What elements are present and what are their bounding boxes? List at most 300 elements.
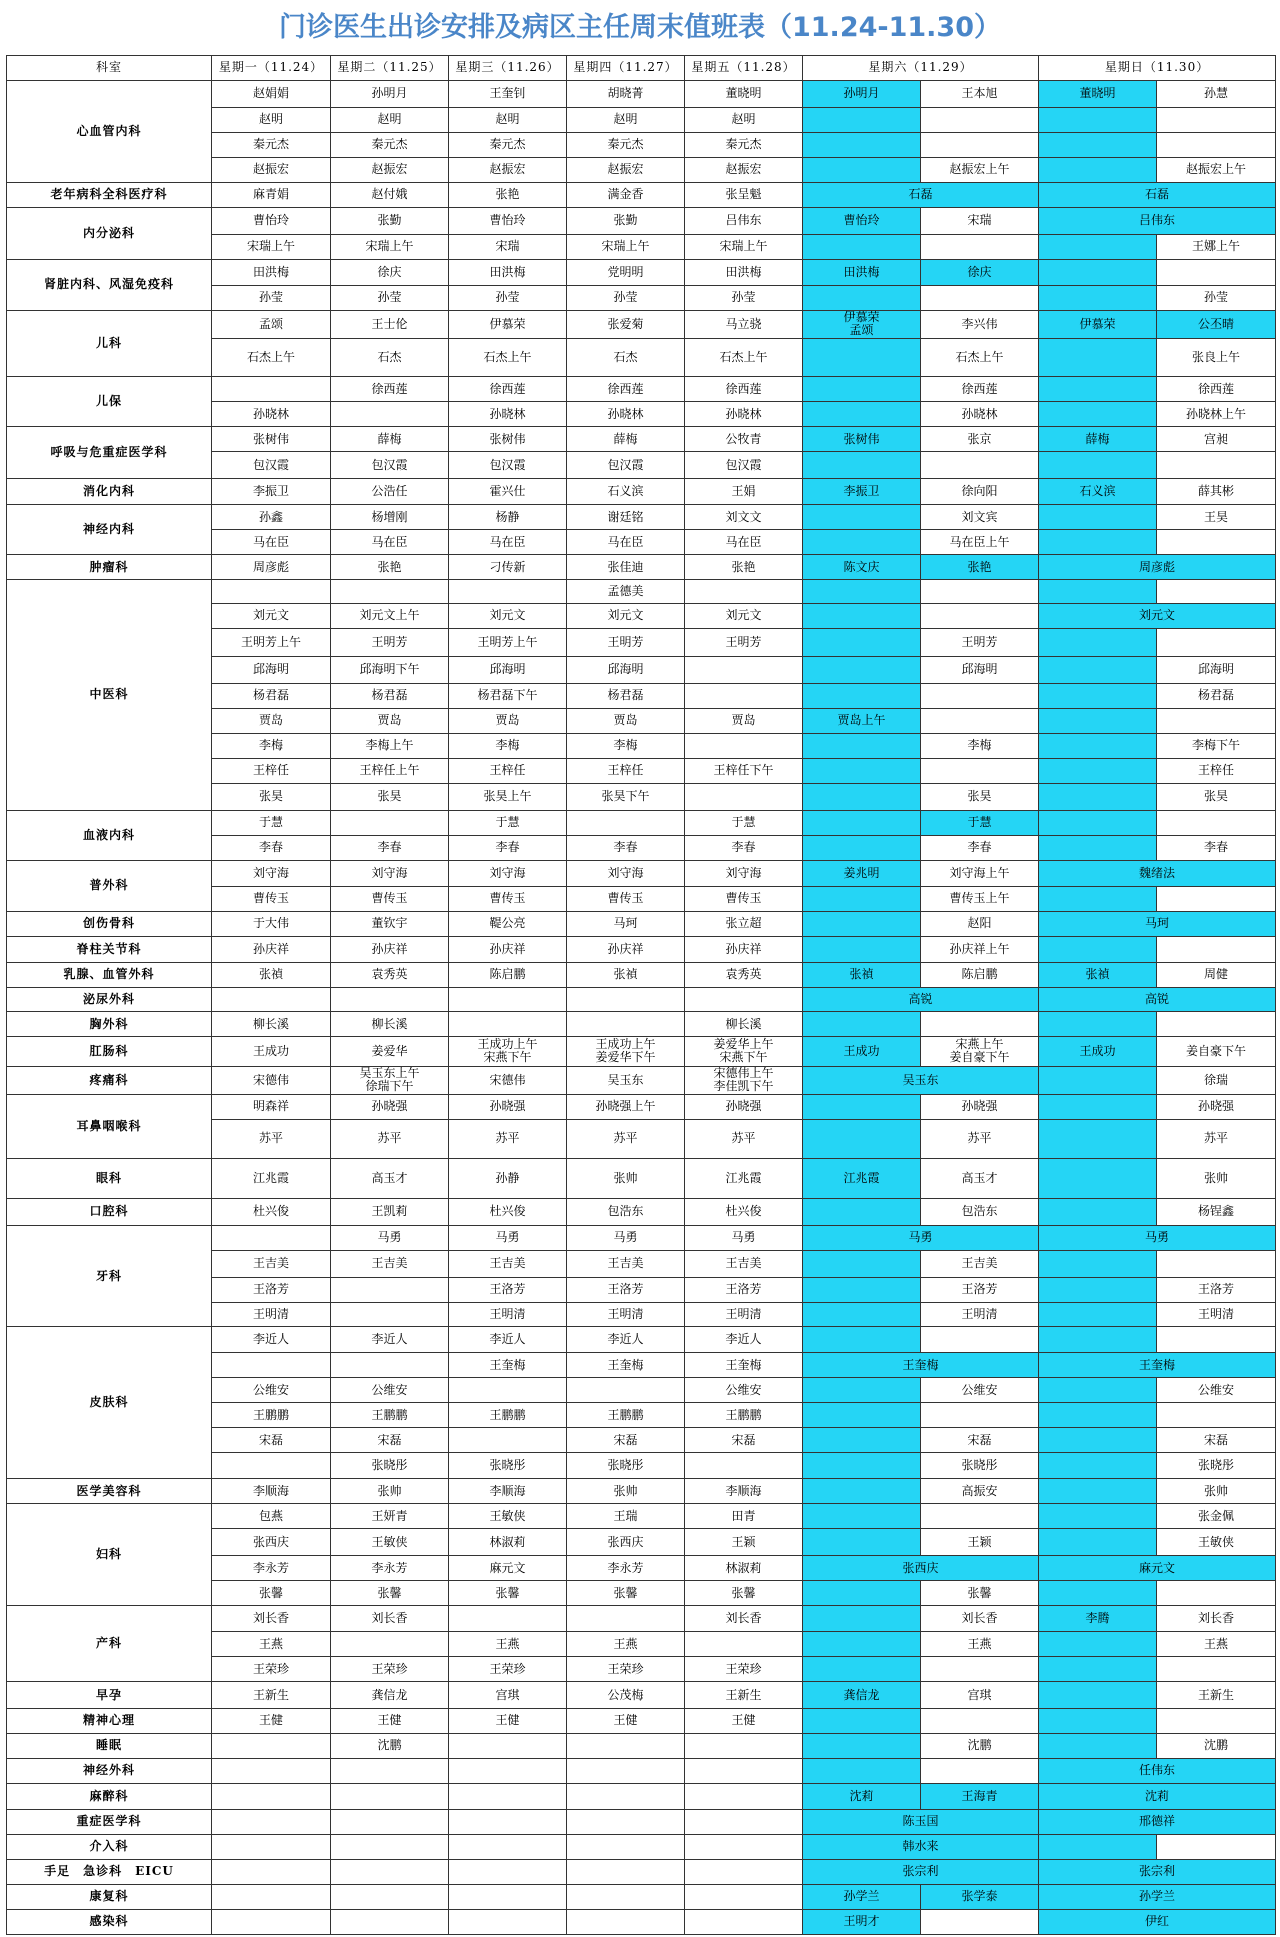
doctor-cell: 曹传玉 (567, 886, 685, 911)
doctor-cell: 马在臣 (331, 530, 449, 555)
doctor-cell (1157, 107, 1276, 132)
doctor-cell: 张昊 (1157, 783, 1276, 810)
table-row (7, 1709, 1276, 1734)
table-row (7, 505, 1276, 530)
doctor-cell (331, 1632, 449, 1657)
doctor-cell (449, 1012, 567, 1037)
doctor-cell (331, 987, 449, 1012)
doctor-cell: 杨君磊 (1157, 683, 1276, 708)
doctor-cell (921, 708, 1039, 733)
doctor-cell: 宫昶 (1157, 427, 1276, 452)
doctor-cell: 李近人 (567, 1327, 685, 1353)
table-row (7, 860, 1276, 886)
weekend-duty-cell (1039, 1403, 1157, 1428)
doctor-cell: 江兆霞 (212, 1159, 331, 1199)
doctor-cell: 宋磊 (331, 1428, 449, 1453)
doctor-cell (921, 132, 1039, 157)
doctor-cell: 徐西莲 (331, 377, 449, 402)
doctor-cell: 孙晓林 (449, 402, 567, 427)
doctor-cell: 张馨 (921, 1581, 1039, 1606)
weekend-duty-cell (1039, 1250, 1157, 1277)
doctor-cell: 王洛芳 (449, 1277, 567, 1302)
doctor-cell: 王奎钊 (449, 80, 567, 107)
weekend-duty-cell (803, 1250, 921, 1277)
department-cell: 中医科 (7, 579, 212, 810)
doctor-cell: 王鹏鹏 (212, 1403, 331, 1428)
weekend-duty-cell: 石磊 (803, 182, 1039, 207)
doctor-cell: 孙晓林 (921, 402, 1039, 427)
doctor-cell (212, 1884, 331, 1909)
doctor-cell: 王明清 (1157, 1302, 1276, 1327)
weekend-duty-cell (803, 530, 921, 555)
doctor-cell: 宋瑞 (449, 234, 567, 259)
doctor-cell: 张帅 (331, 1479, 449, 1504)
doctor-cell: 张昊下午 (567, 783, 685, 810)
doctor-cell: 胡晓菁 (567, 80, 685, 107)
department-cell: 儿保 (7, 377, 212, 427)
doctor-cell: 李近人 (449, 1327, 567, 1353)
weekend-duty-cell (803, 1709, 921, 1734)
doctor-cell: 刘长香 (212, 1606, 331, 1632)
doctor-cell: 苏平 (921, 1119, 1039, 1159)
department-cell: 牙科 (7, 1225, 212, 1327)
doctor-cell: 柳长溪 (331, 1012, 449, 1037)
weekend-duty-cell: 任伟东 (1039, 1758, 1276, 1783)
weekend-duty-cell (803, 628, 921, 656)
doctor-cell: 王鹏鹏 (449, 1403, 567, 1428)
department-cell: 消化内科 (7, 479, 212, 505)
doctor-cell: 邱海明 (921, 656, 1039, 683)
doctor-cell: 张帅 (1157, 1479, 1276, 1504)
doctor-cell: 李春 (921, 835, 1039, 860)
doctor-cell: 宋磊 (1157, 1428, 1276, 1453)
doctor-cell (331, 1277, 449, 1302)
doctor-cell: 王梓任 (449, 758, 567, 783)
doctor-cell (921, 1327, 1039, 1353)
doctor-cell: 李梅 (212, 733, 331, 758)
doctor-cell: 杨锃鑫 (1157, 1198, 1276, 1225)
doctor-cell: 宋瑞 (921, 207, 1039, 234)
doctor-cell: 袁秀英 (685, 962, 803, 987)
doctor-cell (212, 377, 331, 402)
weekend-duty-cell: 周彦彪 (1039, 555, 1276, 580)
weekend-duty-cell: 孙学兰 (803, 1884, 921, 1909)
doctor-cell (212, 579, 331, 603)
doctor-cell: 张艳 (331, 555, 449, 580)
doctor-cell: 公维安 (685, 1378, 803, 1403)
table-row (7, 1733, 1276, 1758)
doctor-cell: 孙庆祥 (567, 936, 685, 962)
doctor-cell (449, 579, 567, 603)
doctor-cell (1157, 1834, 1276, 1859)
doctor-cell: 孙慧 (1157, 80, 1276, 107)
doctor-cell (685, 1783, 803, 1809)
doctor-cell: 王梓任 (1157, 758, 1276, 783)
doctor-cell: 孙静 (449, 1159, 567, 1199)
doctor-cell: 张晓彤 (449, 1453, 567, 1479)
doctor-cell: 孙莹 (449, 285, 567, 310)
doctor-cell: 徐西莲 (1157, 377, 1276, 402)
doctor-cell: 麻青娟 (212, 182, 331, 207)
doctor-cell: 赵振宏 (449, 157, 567, 182)
doctor-cell: 陈启鹏 (449, 962, 567, 987)
weekend-duty-cell (803, 402, 921, 427)
doctor-cell: 包汉霞 (685, 452, 803, 479)
doctor-cell: 秦元杰 (567, 132, 685, 157)
weekend-duty-cell: 陈文庆 (803, 555, 921, 580)
weekend-duty-cell (803, 285, 921, 310)
department-cell: 泌尿外科 (7, 987, 212, 1012)
doctor-cell: 姜自豪下午 (1157, 1037, 1276, 1066)
doctor-cell: 吴玉东 (567, 1066, 685, 1094)
doctor-cell: 赵振宏 (212, 157, 331, 182)
doctor-cell (685, 1733, 803, 1758)
doctor-cell (449, 1733, 567, 1758)
doctor-cell: 王鹏鹏 (685, 1403, 803, 1428)
doctor-cell: 苏平 (567, 1119, 685, 1159)
doctor-cell: 江兆霞 (685, 1159, 803, 1199)
doctor-cell: 刘元文上午 (331, 603, 449, 628)
table-row (7, 207, 1276, 234)
doctor-cell: 王洛芳 (567, 1277, 685, 1302)
weekend-duty-cell (803, 505, 921, 530)
doctor-cell: 孙晓强 (921, 1094, 1039, 1119)
department-cell: 麻醉科 (7, 1783, 212, 1809)
weekend-duty-cell (803, 656, 921, 683)
doctor-cell (449, 1606, 567, 1632)
doctor-cell: 王梓任下午 (685, 758, 803, 783)
doctor-cell: 王明清 (921, 1302, 1039, 1327)
weekend-duty-cell: 沈莉 (1039, 1783, 1276, 1809)
doctor-cell: 高玉才 (921, 1159, 1039, 1199)
weekend-duty-cell: 陈玉国 (803, 1809, 1039, 1834)
doctor-cell: 贾岛 (685, 708, 803, 733)
weekend-duty-cell (803, 1277, 921, 1302)
weekend-duty-cell (803, 377, 921, 402)
doctor-cell: 王燕 (921, 1632, 1039, 1657)
weekend-duty-cell (1039, 157, 1157, 182)
weekend-duty-cell (803, 1327, 921, 1353)
weekend-duty-cell (803, 683, 921, 708)
doctor-cell: 刘元文 (212, 603, 331, 628)
doctor-cell (1157, 259, 1276, 285)
weekend-duty-cell (1039, 628, 1157, 656)
doctor-cell: 张帅 (567, 1159, 685, 1199)
table-row (7, 987, 1276, 1012)
doctor-cell: 王鹏鹏 (567, 1403, 685, 1428)
doctor-cell (685, 1453, 803, 1479)
weekend-duty-cell (1039, 1479, 1157, 1504)
department-cell: 内分泌科 (7, 207, 212, 259)
weekend-duty-cell (803, 1119, 921, 1159)
doctor-cell: 曹传玉 (449, 886, 567, 911)
table-row (7, 1909, 1276, 1934)
doctor-cell: 张馨 (567, 1581, 685, 1606)
weekend-duty-cell (1039, 259, 1157, 285)
doctor-cell: 杨君磊 (212, 683, 331, 708)
doctor-cell: 公牧青 (685, 427, 803, 452)
doctor-cell: 杨君磊 (331, 683, 449, 708)
weekend-duty-cell: 李振卫 (803, 479, 921, 505)
doctor-cell (1157, 452, 1276, 479)
doctor-cell: 王荣珍 (449, 1657, 567, 1682)
doctor-cell: 杨君磊下午 (449, 683, 567, 708)
doctor-cell: 王吉美 (685, 1250, 803, 1277)
doctor-cell: 姜爱华 (331, 1037, 449, 1066)
doctor-cell (331, 1834, 449, 1859)
doctor-cell: 张树伟 (449, 427, 567, 452)
doctor-cell: 张呈魁 (685, 182, 803, 207)
doctor-cell: 王健 (449, 1709, 567, 1734)
department-cell: 介入科 (7, 1834, 212, 1859)
doctor-cell: 赵明 (212, 107, 331, 132)
doctor-cell: 公维安 (331, 1378, 449, 1403)
doctor-cell (567, 1834, 685, 1859)
doctor-cell: 孙晓强 (449, 1094, 567, 1119)
weekend-duty-cell: 高锐 (1039, 987, 1276, 1012)
doctor-cell: 王明芳 (685, 628, 803, 656)
weekend-duty-cell (803, 1302, 921, 1327)
doctor-cell: 王敏侠 (449, 1504, 567, 1529)
doctor-cell: 田洪梅 (449, 259, 567, 285)
doctor-cell: 董钦宇 (331, 911, 449, 936)
department-cell: 创伤骨科 (7, 911, 212, 936)
department-cell: 精神心理 (7, 1709, 212, 1734)
table-row (7, 1479, 1276, 1504)
doctor-cell: 赵付娥 (331, 182, 449, 207)
doctor-cell: 王成功上午 姜爱华下午 (567, 1037, 685, 1066)
doctor-cell: 麻元文 (449, 1556, 567, 1581)
doctor-cell: 李顺海 (449, 1479, 567, 1504)
doctor-cell: 李永芳 (331, 1556, 449, 1581)
weekend-duty-cell: 马勇 (1039, 1225, 1276, 1250)
doctor-cell: 王瑞 (567, 1504, 685, 1529)
doctor-cell: 沈鹏 (921, 1733, 1039, 1758)
department-cell: 手足 急诊科 EICU (7, 1859, 212, 1884)
weekend-duty-cell (1039, 1378, 1157, 1403)
weekend-duty-cell (1039, 1327, 1157, 1353)
doctor-cell: 赵振宏 (331, 157, 449, 182)
doctor-cell: 王明清 (449, 1302, 567, 1327)
doctor-cell (921, 285, 1039, 310)
doctor-cell: 李振卫 (212, 479, 331, 505)
weekend-duty-cell (1039, 1453, 1157, 1479)
doctor-cell: 高振安 (921, 1479, 1039, 1504)
weekend-duty-cell (1039, 1119, 1157, 1159)
doctor-cell: 杜兴俊 (449, 1198, 567, 1225)
weekend-duty-cell (803, 1453, 921, 1479)
doctor-cell: 李顺海 (212, 1479, 331, 1504)
doctor-cell (1157, 708, 1276, 733)
doctor-cell: 曹传玉 (685, 886, 803, 911)
doctor-cell: 张艳 (449, 182, 567, 207)
department-cell: 肿瘤科 (7, 555, 212, 580)
doctor-cell: 沈鹏 (1157, 1733, 1276, 1758)
doctor-cell: 王明清 (212, 1302, 331, 1327)
doctor-cell (1157, 886, 1276, 911)
doctor-cell: 张昊 (331, 783, 449, 810)
doctor-cell (449, 1783, 567, 1809)
doctor-cell: 宋瑞上午 (567, 234, 685, 259)
doctor-cell: 秦元杰 (331, 132, 449, 157)
doctor-cell (331, 1353, 449, 1378)
doctor-cell (449, 1809, 567, 1834)
weekend-duty-cell (803, 234, 921, 259)
doctor-cell: 张晓彤 (1157, 1453, 1276, 1479)
doctor-cell: 赵明 (567, 107, 685, 132)
doctor-cell: 王娟 (685, 479, 803, 505)
doctor-cell: 徐西莲 (449, 377, 567, 402)
doctor-cell: 石杰上午 (685, 338, 803, 376)
department-cell: 皮肤科 (7, 1327, 212, 1479)
doctor-cell: 王本旭 (921, 80, 1039, 107)
doctor-cell (685, 733, 803, 758)
doctor-cell: 张爱菊 (567, 310, 685, 338)
doctor-cell (212, 1909, 331, 1934)
doctor-cell: 田洪梅 (685, 259, 803, 285)
doctor-cell: 宋磊 (212, 1428, 331, 1453)
doctor-cell: 石杰 (331, 338, 449, 376)
doctor-cell: 马立骁 (685, 310, 803, 338)
weekend-duty-cell (803, 132, 921, 157)
weekend-duty-cell: 徐庆 (921, 259, 1039, 285)
doctor-cell: 孙莹 (331, 285, 449, 310)
doctor-cell (449, 987, 567, 1012)
doctor-cell: 王敏侠 (331, 1529, 449, 1556)
doctor-cell: 李近人 (685, 1327, 803, 1353)
doctor-cell: 鞮公亮 (449, 911, 567, 936)
doctor-cell: 赵振宏 (685, 157, 803, 182)
doctor-cell (567, 1783, 685, 1809)
doctor-cell: 薛梅 (331, 427, 449, 452)
weekend-duty-cell (1039, 1657, 1157, 1682)
table-row (7, 479, 1276, 505)
weekend-duty-cell: 张禎 (1039, 962, 1157, 987)
doctor-cell: 刘守海 (331, 860, 449, 886)
doctor-cell (1157, 1709, 1276, 1734)
doctor-cell: 沈鹏 (331, 1733, 449, 1758)
doctor-cell: 于慧 (212, 810, 331, 835)
doctor-cell: 包燕 (212, 1504, 331, 1529)
doctor-cell (685, 987, 803, 1012)
doctor-cell (685, 783, 803, 810)
weekend-duty-cell (803, 1733, 921, 1758)
doctor-cell: 石杰 (567, 338, 685, 376)
column-header: 星期四（11.27） (567, 56, 685, 81)
doctor-cell (1157, 1657, 1276, 1682)
doctor-cell (449, 1834, 567, 1859)
doctor-cell: 包汉霞 (449, 452, 567, 479)
doctor-cell (1157, 579, 1276, 603)
department-cell: 口腔科 (7, 1198, 212, 1225)
doctor-cell: 公浩任 (331, 479, 449, 505)
doctor-cell: 曹传玉上午 (921, 886, 1039, 911)
doctor-cell: 张馨 (449, 1581, 567, 1606)
doctor-cell: 王明芳 (567, 628, 685, 656)
doctor-cell: 宋瑞上午 (331, 234, 449, 259)
weekend-duty-cell: 张禎 (803, 962, 921, 987)
doctor-cell: 孙晓强 (331, 1094, 449, 1119)
weekend-duty-cell: 公丕晴 (1157, 310, 1276, 338)
doctor-cell: 苏平 (1157, 1119, 1276, 1159)
weekend-duty-cell (803, 1529, 921, 1556)
doctor-cell: 孙庆祥上午 (921, 936, 1039, 962)
doctor-cell (567, 1012, 685, 1037)
weekend-duty-cell (803, 936, 921, 962)
weekend-duty-cell: 麻元文 (1039, 1556, 1276, 1581)
doctor-cell (331, 1859, 449, 1884)
doctor-cell: 刘长香 (921, 1606, 1039, 1632)
weekend-duty-cell: 王奎梅 (1039, 1353, 1276, 1378)
doctor-cell: 石杰上午 (449, 338, 567, 376)
doctor-cell: 王健 (331, 1709, 449, 1734)
department-cell: 重症医学科 (7, 1809, 212, 1834)
weekend-duty-cell (1039, 1094, 1157, 1119)
weekend-duty-cell (1039, 132, 1157, 157)
doctor-cell: 曹传玉 (212, 886, 331, 911)
doctor-cell (1157, 1250, 1276, 1277)
doctor-cell: 秦元杰 (449, 132, 567, 157)
weekend-duty-cell: 曹怡玲 (803, 207, 921, 234)
weekend-duty-cell: 王奎梅 (803, 1353, 1039, 1378)
doctor-cell: 孙晓强上午 (567, 1094, 685, 1119)
doctor-cell: 李顺海 (685, 1479, 803, 1504)
column-header: 科室 (7, 56, 212, 81)
doctor-cell: 苏平 (449, 1119, 567, 1159)
doctor-cell (921, 603, 1039, 628)
weekend-duty-cell: 王成功 (1039, 1037, 1157, 1066)
doctor-cell: 张艳 (685, 555, 803, 580)
doctor-cell: 刁传新 (449, 555, 567, 580)
doctor-cell (449, 1758, 567, 1783)
doctor-cell (1157, 1012, 1276, 1037)
doctor-cell: 林淑莉 (685, 1556, 803, 1581)
weekend-duty-cell: 石义滨 (1039, 479, 1157, 505)
weekend-duty-cell (1039, 530, 1157, 555)
doctor-cell (212, 1353, 331, 1378)
doctor-cell: 包汉霞 (212, 452, 331, 479)
doctor-cell: 苏平 (212, 1119, 331, 1159)
table-row (7, 1834, 1276, 1859)
weekend-duty-cell: 马珂 (1039, 911, 1276, 936)
doctor-cell (1157, 810, 1276, 835)
doctor-cell: 张佳迪 (567, 555, 685, 580)
doctor-cell: 孙晓林 (567, 402, 685, 427)
doctor-cell: 赵娟娟 (212, 80, 331, 107)
doctor-cell: 张晓彤 (567, 1453, 685, 1479)
doctor-cell: 王明芳 (921, 628, 1039, 656)
table-row (7, 1884, 1276, 1909)
column-header: 星期三（11.26） (449, 56, 567, 81)
department-cell: 妇科 (7, 1504, 212, 1606)
doctor-cell (921, 758, 1039, 783)
doctor-cell: 王洛芳 (1157, 1277, 1276, 1302)
header-row (7, 56, 1276, 81)
doctor-cell: 马勇 (685, 1225, 803, 1250)
weekend-duty-cell (803, 157, 921, 182)
table-row (7, 1809, 1276, 1834)
weekend-duty-cell (1039, 1733, 1157, 1758)
doctor-cell: 张馨 (212, 1581, 331, 1606)
doctor-cell: 张帅 (567, 1479, 685, 1504)
doctor-cell: 满金香 (567, 182, 685, 207)
doctor-cell: 赵明 (685, 107, 803, 132)
doctor-cell: 孟德美 (567, 579, 685, 603)
table-row (7, 1094, 1276, 1119)
doctor-cell: 公维安 (1157, 1378, 1276, 1403)
doctor-cell (685, 1758, 803, 1783)
doctor-cell: 王梓任 (567, 758, 685, 783)
